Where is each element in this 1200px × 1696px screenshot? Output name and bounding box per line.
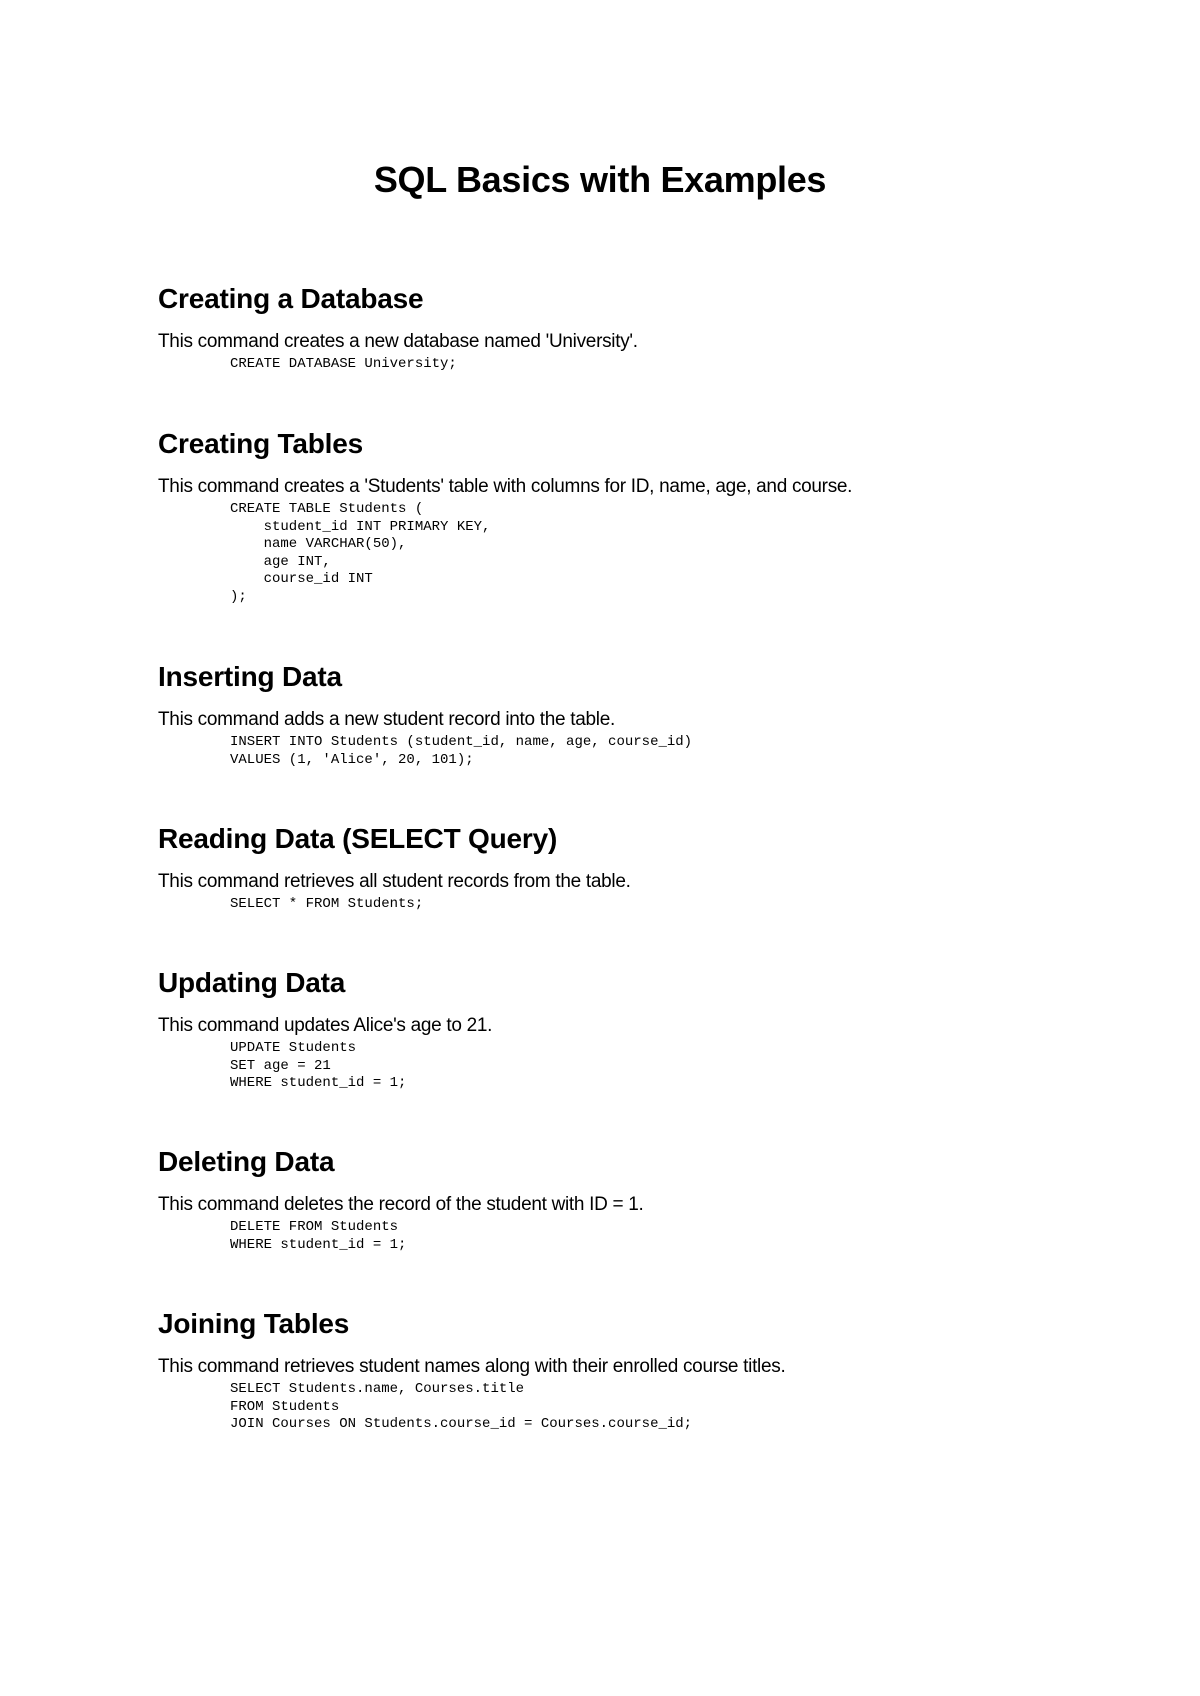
code-block: CREATE TABLE Students ( student_id INT PRIMARY KEY, name VARCHAR(50), age INT, course_id INT ); — [230, 501, 491, 605]
code-block: INSERT INTO Students (student_id, name, age, course_id) VALUES (1, 'Alice', 20, 101); — [230, 734, 693, 768]
section-description: This command creates a new database named 'University'. — [158, 331, 638, 352]
section-heading: Updating Data — [158, 967, 346, 998]
section-description: This command creates a 'Students' table with columns for ID, name, age, and course. — [158, 476, 853, 497]
section-heading: Reading Data (SELECT Query) — [158, 823, 558, 854]
section-joining-tables — [158, 1307, 1158, 1434]
section-heading: Creating Tables — [158, 428, 363, 459]
section-description: This command adds a new student record into the table. — [158, 709, 615, 730]
section-heading: Creating a Database — [158, 283, 424, 314]
section-updating-data — [158, 966, 1158, 1093]
section-reading-data — [158, 822, 1158, 914]
code-block: CREATE DATABASE University; — [230, 356, 457, 372]
section-inserting-data — [158, 660, 1158, 769]
section-heading: Joining Tables — [158, 1308, 350, 1339]
code-block: UPDATE Students SET age = 21 WHERE student_id = 1; — [230, 1040, 407, 1092]
section-creating-database — [158, 282, 1158, 374]
section-deleting-data — [158, 1145, 1158, 1254]
section-description: This command updates Alice's age to 21. — [158, 1015, 493, 1036]
section-heading: Deleting Data — [158, 1146, 335, 1177]
section-heading: Inserting Data — [158, 661, 342, 692]
section-description: This command deletes the record of the student with ID = 1. — [158, 1194, 644, 1215]
code-block: SELECT * FROM Students; — [230, 896, 424, 912]
code-block: DELETE FROM Students WHERE student_id = 1; — [230, 1219, 407, 1253]
section-description: This command retrieves student names along with their enrolled course titles. — [158, 1356, 786, 1377]
section-creating-tables — [158, 427, 1158, 607]
section-description: This command retrieves all student records from the table. — [158, 871, 631, 892]
code-block: SELECT Students.name, Courses.title FROM Students JOIN Courses ON Students.course_id = Courses.course_id; — [230, 1381, 693, 1433]
document-title: SQL Basics with Examples — [373, 159, 827, 200]
